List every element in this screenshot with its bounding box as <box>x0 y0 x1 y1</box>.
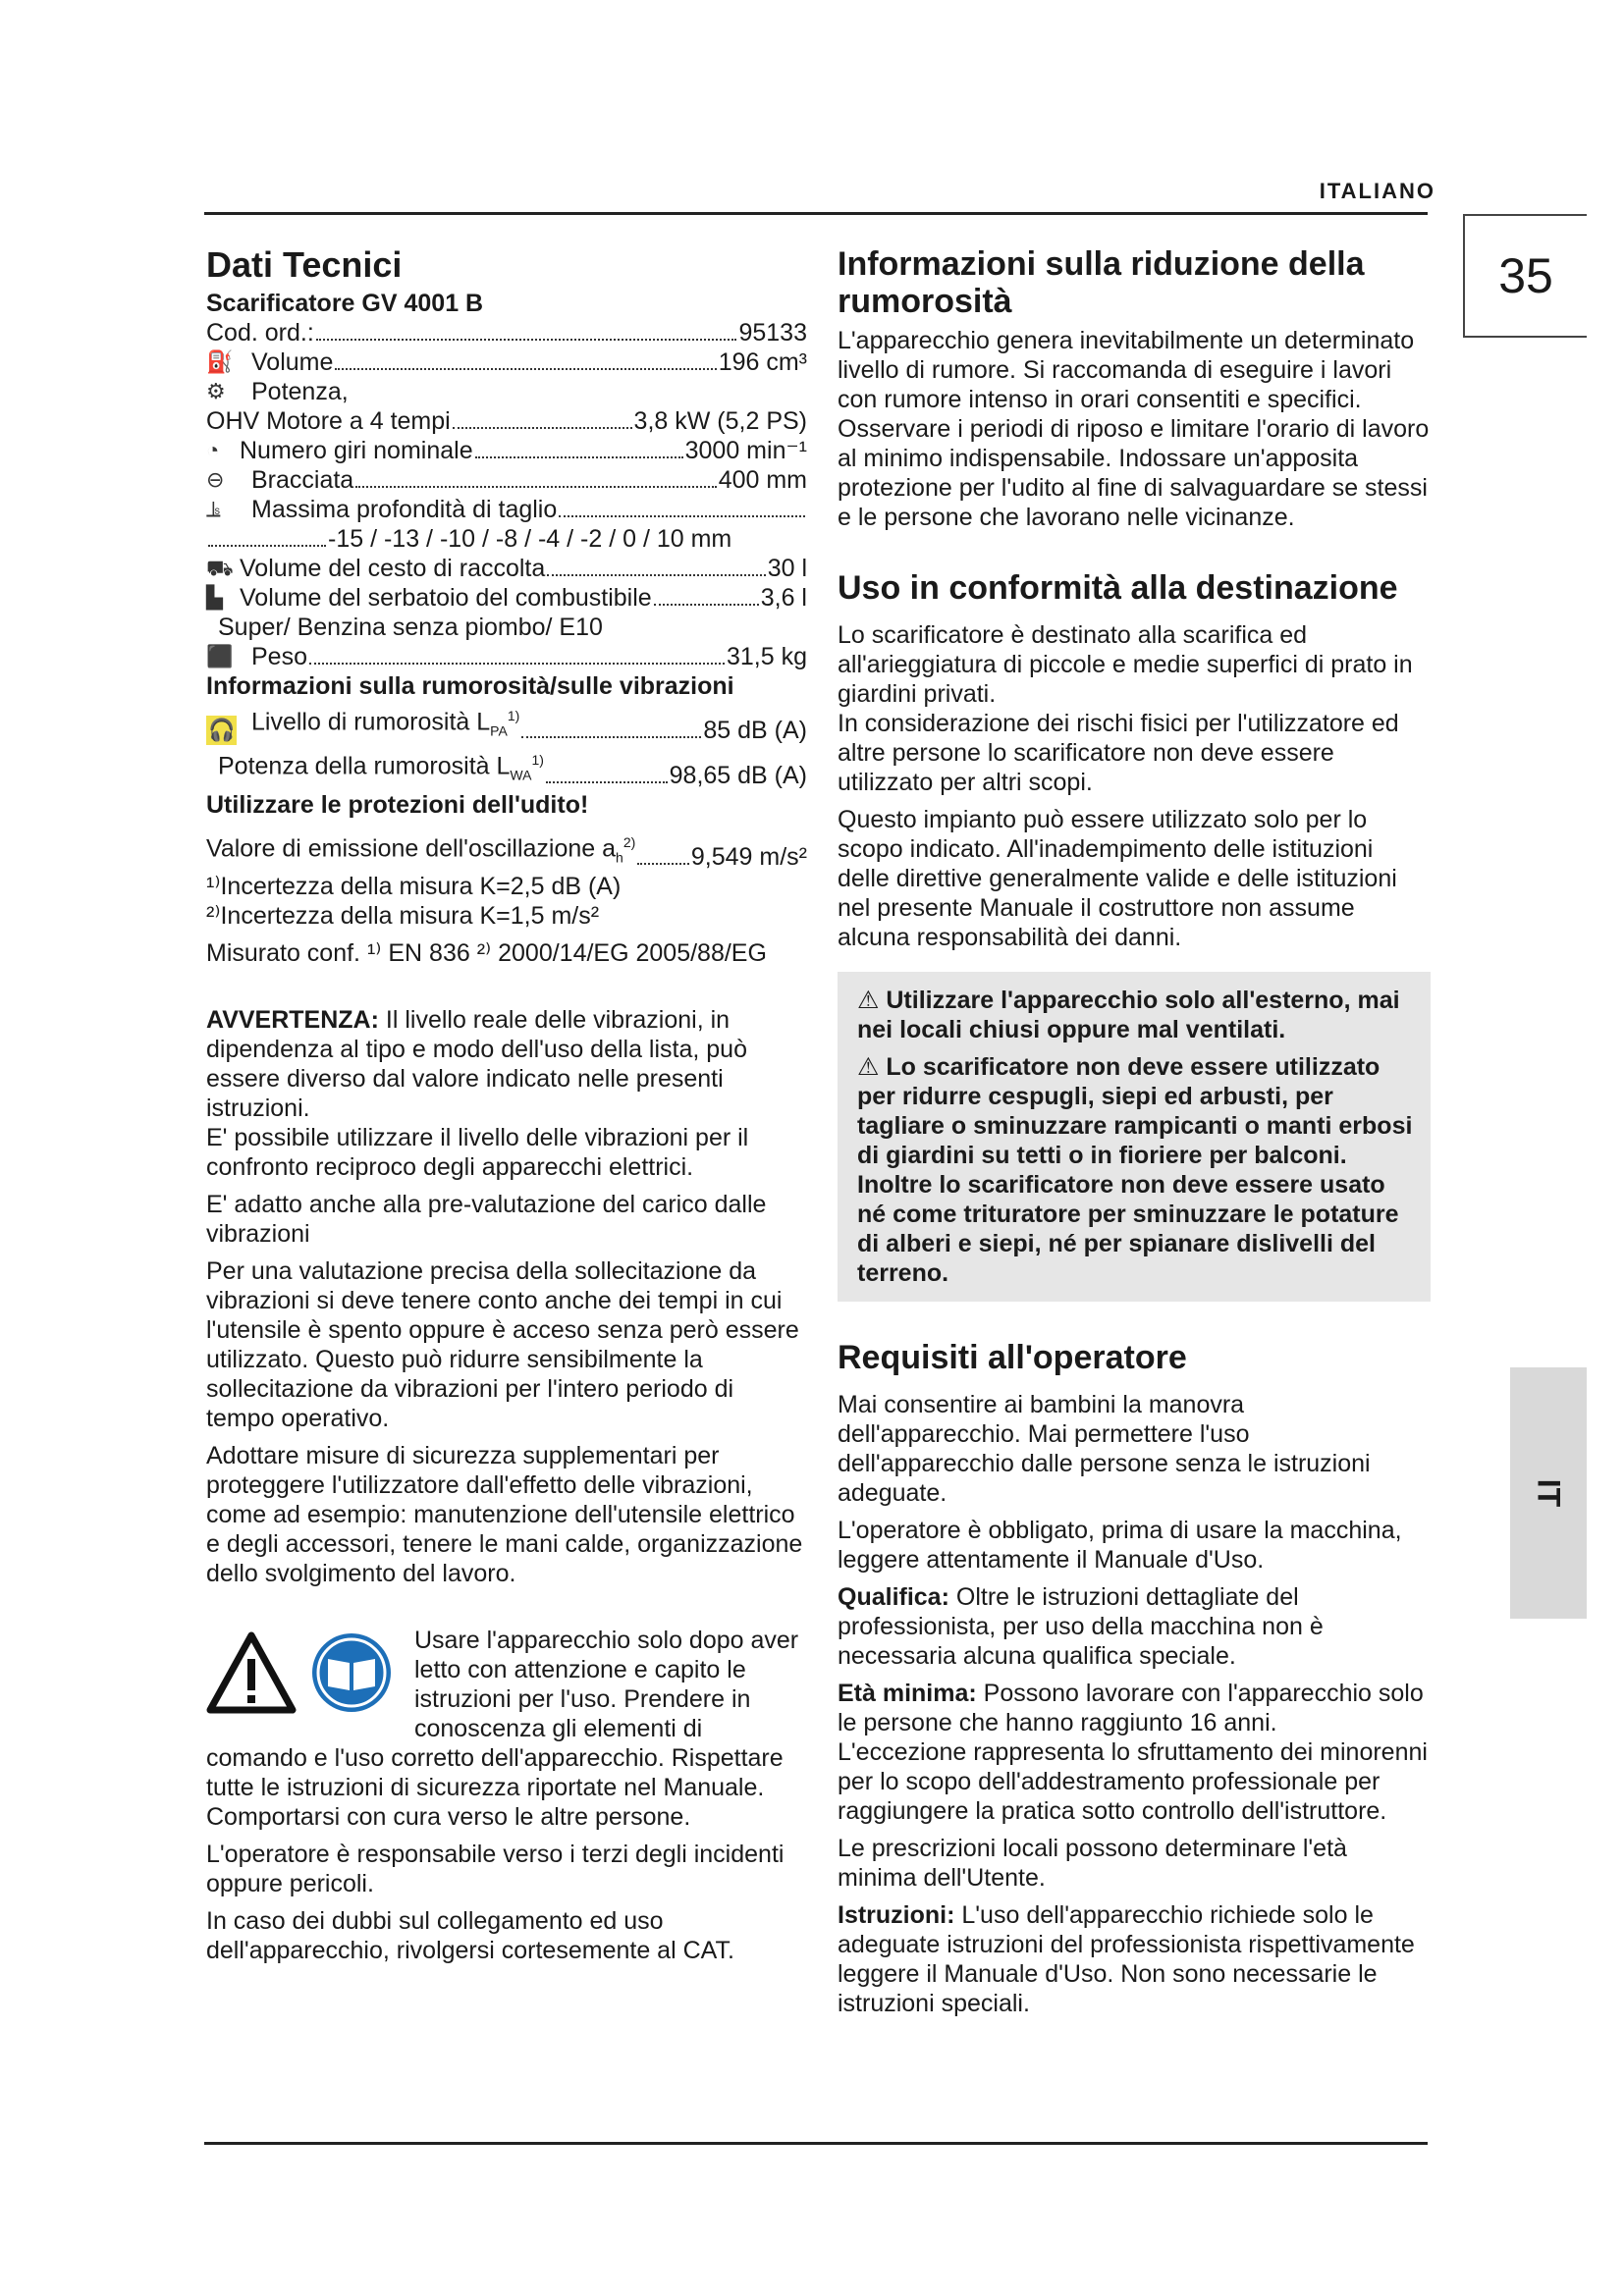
weight-icon: ⬛ <box>206 644 234 668</box>
operator-requirements-title: Requisiti all'operatore <box>838 1339 1187 1376</box>
spec-grass-bag <box>206 554 807 583</box>
spec-label: Volume <box>251 348 334 376</box>
noise-pressure-row <box>206 701 807 745</box>
spec-value: 30 l <box>767 555 807 582</box>
min-age-text: Possono lavorare con l'apparecchio solo le persone che hanno raggiunto 16 anni. <box>838 1680 1424 1736</box>
language-label: ITALIANO <box>1319 179 1435 203</box>
min-age-label: Età minima: <box>838 1680 977 1707</box>
subscript: PA <box>490 722 508 739</box>
engine-power-icon: ⚙ <box>206 379 226 403</box>
intended-use-paragraph-2: In considerazione dei rischi fisici per l'utilizzatore ed altre persone lo scarificatore non deve essere utilizzato per altri scopi. <box>838 710 1399 796</box>
spec-value: 3,6 l <box>760 584 807 612</box>
cutting-depth-icon: ⫡ <box>206 497 221 521</box>
noise-heading: Informazioni sulla rumorosità/sulle vibrazioni <box>206 672 734 700</box>
qualification-paragraph <box>838 1582 1431 1671</box>
measured-standards: Misurato conf. ¹⁾ EN 836 ²⁾ 2000/14/EG 2005/88/EG <box>206 938 767 967</box>
spec-label: Numero giri nominale <box>240 437 473 464</box>
warning-triangle-icon <box>206 1631 297 1714</box>
spec-value: 31,5 kg <box>726 643 807 670</box>
model-subtitle: Scarificatore GV 4001 B <box>206 290 484 317</box>
top-rule <box>204 212 1428 215</box>
spec-label: Valore di emissione dell'oscillazione a <box>206 833 617 862</box>
hearing-warning: Utilizzare le protezioni dell'udito! <box>206 790 589 819</box>
superscript: 1) <box>507 708 520 723</box>
operator-paragraph-2: L'operatore è obbligato, prima di usare la macchina, leggere attentamente il Manuale d'Uso. <box>838 1517 1402 1574</box>
avvertenza-label: AVVERTENZA: <box>206 1005 379 1034</box>
spec-label: Volume del serbatoio del combustibile <box>240 584 652 612</box>
spec-value: 98,65 dB (A) <box>669 761 807 789</box>
qualification-label: Qualifica: <box>838 1583 949 1611</box>
spec-value: 9,549 m/s² <box>690 842 807 871</box>
bottom-rule <box>204 2142 1428 2145</box>
spec-value: 3000 min⁻¹ <box>684 437 807 464</box>
uncertainty-vibration: ²⁾Incertezza della misura K=1,5 m/s² <box>206 901 600 930</box>
qualification-text: Oltre le istruzioni dettagliate del professionista, per uso della macchina non è necessaria alcuna qualifica speciale. <box>838 1583 1324 1670</box>
superscript: 1) <box>531 752 544 769</box>
local-rules-paragraph: Le prescrizioni locali possono determinare l'età minima dell'Utente. <box>838 1835 1347 1892</box>
spec-label: OHV Motore a 4 tempi <box>206 407 451 435</box>
spec-value: -15 / -13 / -10 / -8 / -4 / -2 / 0 / 10 mm <box>328 525 732 553</box>
min-age-paragraph <box>838 1679 1431 1737</box>
warning-triangle-icon: ⚠ <box>857 1053 880 1081</box>
operator-paragraph-1: Mai consentire ai bambini la manovra dell'apparecchio. Mai permettere l'uso dell'apparecchio dalle persone senza le istruzioni adeguate. <box>838 1391 1371 1507</box>
grass-bag-icon: ⛟ <box>206 556 234 580</box>
manual-text: Usare l'apparecchio solo dopo aver letto con attenzione e capito le istruzioni per l'uso. Prendere in conoscenza gli elementi di comando e l'uso corretto dell'apparecchio. Rispettare tutte le istruzioni di sicurezza riportate nel Manuale. Comportarsi con cura verso le altre persone. <box>206 1626 799 1831</box>
noise-reduction-text: L'apparecchio genera inevitabilmente un determinato livello di rumore. Si raccomanda di eseguire i lavori con rumore intenso in orari consentiti e specifici. Osservare i periodi di riposo e limitare l'orario di lavoro al minimo indispensabile. Indossare un'apposita protezione per l'udito al fine di salvaguardare se stessi e le persone che lavorano nelle vicinanze. <box>838 327 1430 531</box>
fuel-tank-icon: ▙ <box>206 585 223 610</box>
spec-engine <box>206 406 807 436</box>
spec-power <box>206 377 807 406</box>
spec-label: Massima profondità di taglio <box>251 496 558 523</box>
noise-reduction-title: Informazioni sulla riduzione della rumorosità <box>838 245 1365 320</box>
instructions-paragraph <box>838 1900 1431 2018</box>
minors-exception-paragraph: L'eccezione rappresenta lo sfruttamento dei minorenni per lo scopo dell'addestramento professionale per raggiungere la pratica sotto controllo dell'istruttore. <box>838 1738 1428 1825</box>
spec-rpm <box>206 436 807 465</box>
warning-text: Utilizzare l'apparecchio solo all'esterno, mai nei locali chiusi oppure mal ventilati. <box>857 987 1400 1043</box>
spec-value: 85 dB (A) <box>703 717 807 745</box>
spec-label: Volume del cesto di raccolta <box>240 555 546 582</box>
avvertenza-text: Il livello reale delle vibrazioni, in dipendenza al tipo e modo dell'uso della lista, può essere diverso dal valore indicato nelle presenti istruzioni. <box>206 1005 747 1122</box>
responsibility-paragraph: L'operatore è responsabile verso i terzi degli incidenti oppure pericoli. <box>206 1840 785 1897</box>
spec-weight <box>206 642 807 671</box>
spec-label: Potenza della rumorosità L <box>218 752 511 780</box>
cutting-width-icon: ⊖ <box>206 467 225 492</box>
spec-label: Potenza, <box>251 378 349 405</box>
intended-use-title: Uso in conformità alla destinazione <box>838 569 1398 607</box>
spec-label: Livello di rumorosità L <box>251 708 491 736</box>
warning-misuse <box>857 1052 1413 1288</box>
right-column <box>838 245 1431 2018</box>
warning-box <box>838 972 1431 1302</box>
cat-paragraph: In caso dei dubbi sul collegamento ed uso dell'apparecchio, rivolgersi cortesemente al CAT. <box>206 1906 734 1964</box>
spec-cutting-depth <box>206 495 807 524</box>
vibration-row <box>206 828 807 872</box>
warning-text: Lo scarificatore non deve essere utilizzato per ridurre cespugli, siepi ed arbusti, per tagliare o sminuzzare rampicanti o manti erbosi di giardini su tetti o in fioriere per balconi. Inoltre lo scarificatore non deve essere usato né come trituratore per sminuzzare le potature di alberi e siepi, né per spianare dislivelli del terreno. <box>857 1053 1413 1287</box>
vibration-paragraph-2: E' adatto anche alla pre-valutazione del carico dalle vibrazioni <box>206 1190 767 1248</box>
spec-value: 400 mm <box>718 466 807 494</box>
manual-notice <box>206 1626 807 1832</box>
warning-outdoor <box>857 986 1413 1044</box>
tech-data-title: Dati Tecnici <box>206 244 403 285</box>
instructions-text: L'uso dell'apparecchio richiede solo le adeguate istruzioni del professionista rispettivamente leggere il Manuale d'Uso. Non sono necessarie le istruzioni speciali. <box>838 1901 1415 2017</box>
spec-value: 95133 <box>738 319 807 347</box>
spec-depth-values <box>206 524 807 554</box>
spec-label: Cod. ord.: <box>206 319 314 347</box>
language-side-tab <box>1510 1367 1587 1619</box>
spec-fuel-tank <box>206 583 807 613</box>
vibration-paragraph-1: E' possibile utilizzare il livello delle vibrazioni per il confronto reciproco degli apparecchi elettrici. <box>206 1123 749 1181</box>
spec-volume <box>206 347 807 377</box>
spec-value: 3,8 kW (5,2 PS) <box>633 407 807 435</box>
intended-use-paragraph-3: Questo impianto può essere utilizzato solo per lo scopo indicato. All'inadempimento delle istituzioni delle direttive generalmente valide e delle istituzioni nel presente Manuale il costruttore non assume alcuna responsabilità dei danni. <box>838 806 1397 951</box>
subscript: WA <box>510 767 532 783</box>
intended-use-paragraph-1: Lo scarificatore è destinato alla scarifica ed all'arieggiatura di piccole e medie superfici di prato in giardini privati. <box>838 621 1413 708</box>
left-column <box>206 245 807 1965</box>
read-manual-icon <box>310 1631 393 1714</box>
side-tab-label: IT <box>1531 1478 1567 1508</box>
engine-volume-icon: ⛽ <box>206 349 234 374</box>
page-number: 35 <box>1463 214 1587 338</box>
uncertainty-noise: ¹⁾Incertezza della misura K=2,5 dB (A) <box>206 872 622 900</box>
spec-label: Bracciata <box>251 466 354 494</box>
subscript: h <box>616 848 623 865</box>
superscript: 2) <box>623 833 636 850</box>
spec-order-number <box>206 318 807 347</box>
ear-protection-icon: 🎧 <box>206 716 251 745</box>
manual-icons <box>206 1626 408 1724</box>
vibration-paragraph-4: Adottare misure di sicurezza supplementari per proteggere l'utilizzatore dall'effetto delle vibrazioni, come ad esempio: manutenzione dell'utensile elettrico e degli accessori, tenere le mani calde, organizzazione dello svolgimento del lavoro. <box>206 1441 803 1587</box>
fuel-note: Super/ Benzina senza piombo/ E10 <box>218 614 603 641</box>
instructions-label: Istruzioni: <box>838 1901 955 1929</box>
rpm-gauge-icon: ◔ <box>206 438 220 462</box>
vibration-paragraph-3: Per una valutazione precisa della sollecitazione da vibrazioni si deve tenere conto anche dei tempi in cui l'utensile è spento oppure è acceso senza però essere utilizzato. Questo può ridurre sensibilmente la sollecitazione da vibrazioni per l'intero periodo di tempo operativo. <box>206 1256 799 1432</box>
spec-label: Peso <box>251 643 307 670</box>
avvertenza-paragraph <box>206 1005 807 1123</box>
spec-value: 196 cm³ <box>718 348 807 376</box>
spec-cutting-width <box>206 465 807 495</box>
noise-power-row <box>206 745 807 789</box>
warning-triangle-icon: ⚠ <box>857 987 880 1014</box>
